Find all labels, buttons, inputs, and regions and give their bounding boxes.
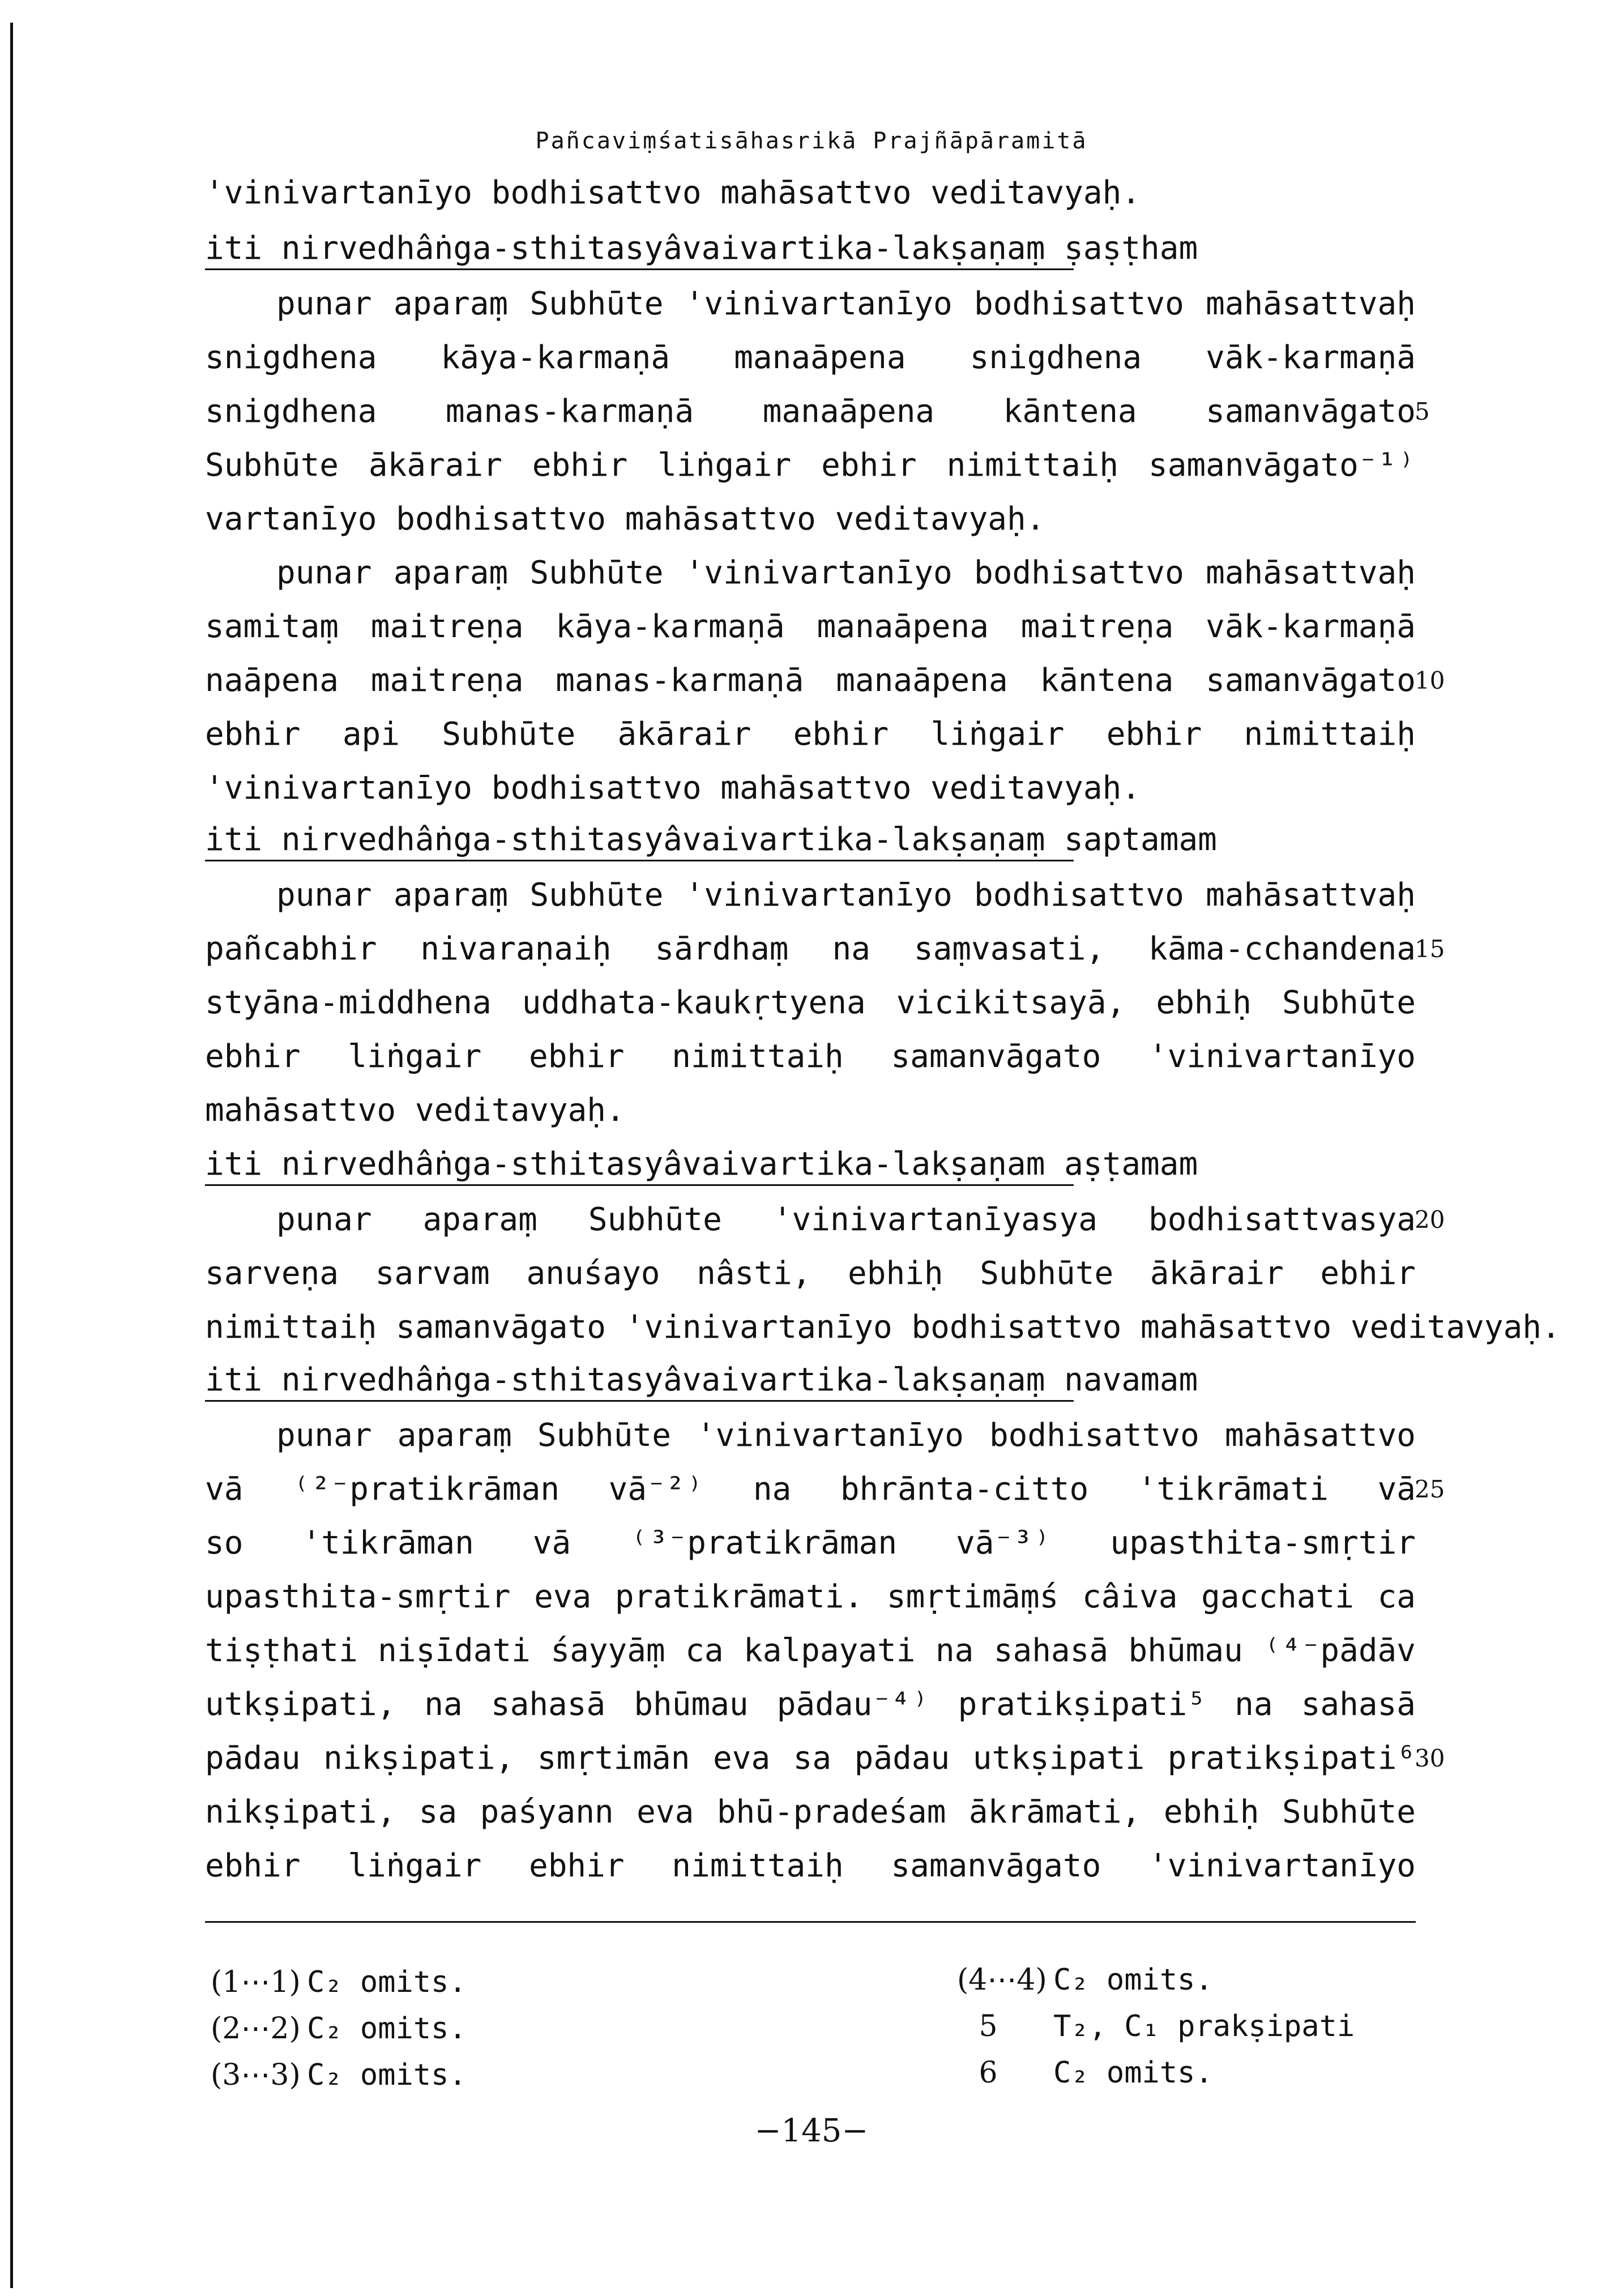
footnote-text: C₂ omits.: [307, 2012, 467, 2046]
footnote: [957, 2008, 1355, 2045]
text-line: vā ⁽²⁻pratikrāman vā⁻²⁾ na bhrānta-citto 'tikrāmati vā: [205, 1471, 1416, 1508]
text-line: pādau nikṣipati, smṛtimān eva sa pādau utkṣipati pratikṣipati⁶: [205, 1740, 1416, 1777]
text-line: 'vinivartanīyo bodhisattvo mahāsattvo veditavyaḥ.: [205, 770, 1141, 806]
text-line: Subhūte ākārair ebhir liṅgair ebhir nimittaiḥ samanvāgato⁻¹⁾: [205, 447, 1416, 484]
page-number: −145−: [754, 2113, 869, 2149]
footnote-rule: [205, 1921, 1416, 1923]
footnote-mark: (4⋯4): [957, 1963, 1047, 1997]
section-heading: iti nirvedhâṅga-sthitasyâvaivartika-lakṣaṇaṃ saptamam: [205, 821, 1217, 858]
text-line: punar aparaṃ Subhūte 'vinivartanīyo bodhisattvo mahāsattvaḥ: [276, 285, 1416, 322]
footnote-mark: 6: [979, 2056, 998, 2090]
text-line: punar aparaṃ Subhūte 'vinivartanīyo bodhisattvo mahāsattvaḥ: [276, 877, 1416, 914]
line-number: 20: [1415, 1206, 1445, 1234]
text-line: ebhir liṅgair ebhir nimittaiḥ samanvāgato 'vinivartanīyo: [205, 1038, 1416, 1075]
heading-underline: [205, 268, 1074, 270]
text-line: mahāsattvo veditavyaḥ.: [205, 1092, 625, 1129]
text-line: styāna-middhena uddhata-kaukṛtyena vicikitsayā, ebhiḥ Subhūte: [205, 984, 1416, 1021]
line-number: 5: [1415, 398, 1430, 425]
text-line: samitaṃ maitreṇa kāya-karmaṇā manaāpena maitreṇa vāk-karmaṇā: [205, 608, 1416, 645]
footnote: [211, 2057, 467, 2093]
footnote-mark: (2⋯2): [211, 2012, 301, 2046]
section-heading: iti nirvedhâṅga-sthitasyâvaivartika-lakṣaṇam aṣṭamam: [205, 1146, 1198, 1183]
text-line: tiṣṭhati niṣīdati śayyāṃ ca kalpayati na sahasā bhūmau ⁽⁴⁻pādāv: [205, 1632, 1416, 1669]
text-line: upasthita-smṛtir eva pratikrāmati. smṛtimāṃś câiva gacchati ca: [205, 1578, 1416, 1615]
text-line: ebhir api Subhūte ākārair ebhir liṅgair ebhir nimittaiḥ: [205, 716, 1416, 753]
text-line: utkṣipati, na sahasā bhūmau pādau⁻⁴⁾ pratikṣipati⁵ na sahasā: [205, 1686, 1416, 1723]
heading-underline: [205, 860, 1074, 861]
scan-edge-mark: [8, 23, 16, 2288]
heading-underline: [205, 1184, 1074, 1186]
section-heading: iti nirvedhâṅga-sthitasyâvaivartika-lakṣaṇaṃ ṣaṣṭham: [205, 230, 1198, 267]
running-header: Pañcaviṃśatisāhasrikā Prajñāpāramitā: [535, 128, 1088, 154]
line-number: 15: [1415, 935, 1445, 963]
footnote-text: C₂ omits.: [1053, 1963, 1213, 1997]
text-line: naāpena maitreṇa manas-karmaṇā manaāpena kāntena samanvāgato: [205, 662, 1416, 699]
footnote-text: C₂ omits.: [307, 1965, 467, 1999]
footnote-text: C₂ omits.: [307, 2058, 467, 2092]
text-line: snigdhena kāya-karmaṇā manaāpena snigdhena vāk-karmaṇā: [205, 339, 1416, 376]
text-line: ebhir liṅgair ebhir nimittaiḥ samanvāgato 'vinivartanīyo: [205, 1847, 1416, 1884]
section-heading: iti nirvedhâṅga-sthitasyâvaivartika-lakṣaṇaṃ navamam: [205, 1362, 1198, 1398]
footnote-mark: 5: [979, 2009, 998, 2043]
line-number: 30: [1415, 1744, 1445, 1772]
text-line: snigdhena manas-karmaṇā manaāpena kāntena samanvāgato: [205, 393, 1416, 430]
text-line: punar aparaṃ Subhūte 'vinivartanīyasya bodhisattvasya: [276, 1201, 1416, 1238]
text-line: punar aparaṃ Subhūte 'vinivartanīyo bodhisattvo mahāsattvo: [276, 1417, 1416, 1454]
line-number: 10: [1415, 667, 1445, 694]
text-line: so 'tikrāman vā ⁽³⁻pratikrāman vā⁻³⁾ upasthita-smṛtir: [205, 1525, 1416, 1561]
heading-underline: [205, 1400, 1074, 1402]
text-line: pañcabhir nivaraṇaiḥ sārdhaṃ na saṃvasati, kāma-cchandena: [205, 931, 1416, 967]
footnote: [957, 2055, 1213, 2091]
text-line: 'vinivartanīyo bodhisattvo mahāsattvo veditavyaḥ.: [205, 174, 1141, 211]
text-line: vartanīyo bodhisattvo mahāsattvo veditavyaḥ.: [205, 501, 1045, 537]
footnote-text: T₂, C₁ prakṣipati: [1053, 2009, 1355, 2043]
text-line: nikṣipati, sa paśyann eva bhū-pradeśam ākrāmati, ebhiḥ Subhūte: [205, 1794, 1416, 1830]
text-line: nimittaiḥ samanvāgato 'vinivartanīyo bodhisattvo mahāsattvo veditavyaḥ.: [205, 1309, 1561, 1346]
footnote-mark: (3⋯3): [211, 2058, 301, 2092]
footnote-text: C₂ omits.: [1053, 2056, 1213, 2090]
footnote-mark: (1⋯1): [211, 1965, 301, 1999]
text-line: punar aparaṃ Subhūte 'vinivartanīyo bodhisattvo mahāsattvaḥ: [276, 554, 1416, 591]
footnote: [211, 1964, 467, 2000]
line-number: 25: [1415, 1475, 1445, 1503]
footnote: [957, 1962, 1213, 1998]
footnote: [211, 2011, 467, 2047]
text-line: sarveṇa sarvam anuśayo nâsti, ebhiḥ Subhūte ākārair ebhir: [205, 1255, 1416, 1292]
